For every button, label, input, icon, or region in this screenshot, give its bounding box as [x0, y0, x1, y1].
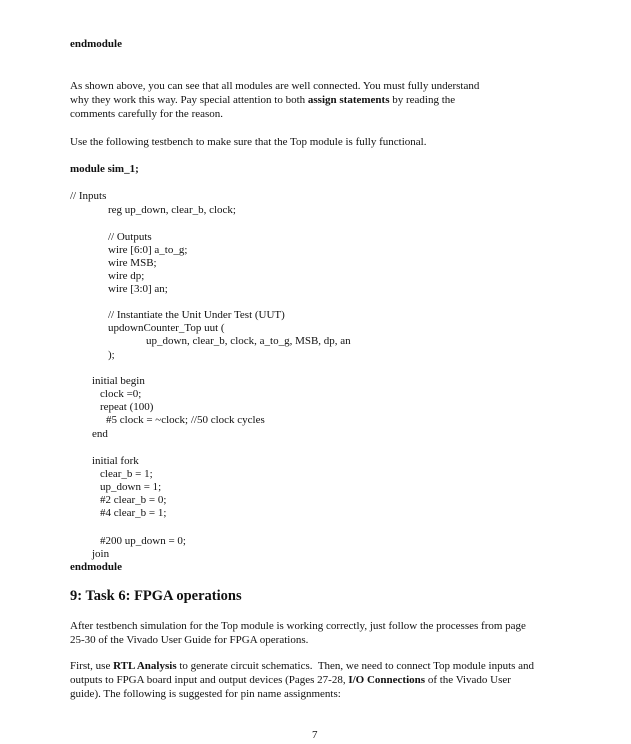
- para1-line2-b: by reading the: [389, 94, 456, 106]
- para3-line1: After testbench simulation for the Top module is working correctly, just follow the processes from page: [70, 620, 526, 632]
- para4-line2: [70, 674, 511, 687]
- rtl-analysis-bold: RTL Analysis: [113, 660, 177, 672]
- code-wire-an: wire [3:0] an;: [108, 283, 168, 295]
- para4-line3: guide). The following is suggested for pin name assignments:: [70, 688, 341, 700]
- code-fork-up-down: up_down = 1;: [100, 481, 162, 493]
- para3-line2: 25-30 of the Vivado User Guide for FPGA operations.: [70, 634, 309, 646]
- code-wire-a-to-g: wire [6:0] a_to_g;: [108, 244, 188, 256]
- page-number: 7: [312, 729, 318, 741]
- assign-statements-bold: assign statements: [307, 94, 390, 106]
- para1-line3: comments carefully for the reason.: [70, 108, 224, 120]
- code-wire-dp: wire dp;: [108, 270, 145, 282]
- para1-line2: [70, 94, 455, 107]
- para4-line1-a: First, use: [70, 660, 114, 672]
- para4-line2-a: outputs to FPGA board input and output devices (Pages 27-28,: [70, 674, 349, 686]
- code-uut-ports: up_down, clear_b, clock, a_to_g, MSB, dp, an: [146, 335, 351, 347]
- code-fork-clear-b-delay4: #4 clear_b = 1;: [100, 507, 167, 519]
- para4-line1: [70, 660, 534, 673]
- code-initial-fork: initial fork: [92, 455, 139, 467]
- para2: Use the following testbench to make sure that the Top module is fully functional.: [70, 136, 427, 148]
- io-connections-bold: I/O Connections: [348, 674, 426, 686]
- code-end: end: [92, 428, 108, 440]
- top-endmodule: endmodule: [70, 38, 122, 50]
- code-repeat: repeat (100): [100, 401, 154, 413]
- code-outputs-comment: // Outputs: [108, 231, 152, 243]
- code-uut-close: );: [108, 349, 115, 361]
- code-fork-up-down-delay200: #200 up_down = 0;: [100, 535, 186, 547]
- module-declaration: module sim_1;: [70, 163, 139, 175]
- code-fork-clear-b-delay2: #2 clear_b = 0;: [100, 494, 167, 506]
- code-endmodule: endmodule: [70, 561, 122, 573]
- code-uut-comment: // Instantiate the Unit Under Test (UUT): [108, 309, 285, 321]
- code-initial-begin: initial begin: [92, 375, 145, 387]
- code-clock-toggle: #5 clock = ~clock; //50 clock cycles: [106, 414, 265, 426]
- para1-line2-a: why they work this way. Pay special attention to both: [70, 94, 308, 106]
- code-uut-line: updownCounter_Top uut (: [108, 322, 225, 334]
- para4-line2-b: of the Vivado User: [425, 674, 511, 686]
- code-reg-line: reg up_down, clear_b, clock;: [108, 204, 236, 216]
- section-heading: 9: Task 6: FPGA operations: [70, 588, 242, 604]
- code-join: join: [92, 548, 110, 560]
- para1-line1: As shown above, you can see that all modules are well connected. You must fully understand: [70, 80, 480, 92]
- code-fork-clear-b: clear_b = 1;: [100, 468, 153, 480]
- para4-line1-b: to generate circuit schematics. Then, we need to connect Top module inputs and: [176, 660, 535, 672]
- code-inputs-comment: // Inputs: [70, 190, 107, 202]
- code-clock-init: clock =0;: [100, 388, 142, 400]
- code-wire-msb: wire MSB;: [108, 257, 157, 269]
